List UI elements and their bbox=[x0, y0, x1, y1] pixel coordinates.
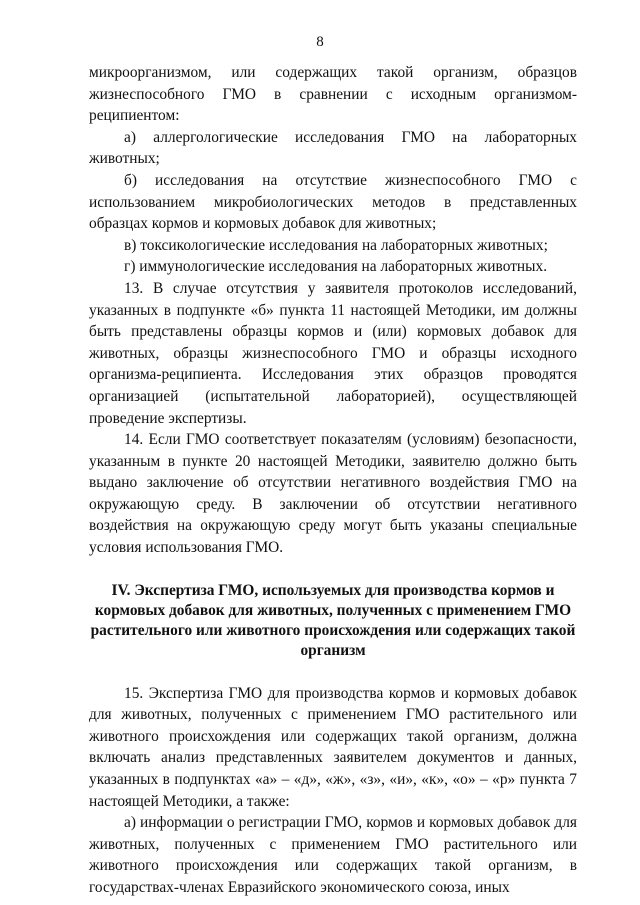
section-heading: IV. Экспертиза ГМО, используемых для производства кормов и кормовых добавок для животных, полученных с применением ГМО растительного или животного происхождения или содержащих такой организм bbox=[90, 581, 576, 659]
paragraph-continuation: микроорганизмом, или содержащих такой организм, образцов жизнеспособного ГМО в сравнении с исходным организмом-реципиентом: bbox=[89, 64, 577, 125]
paragraph-15-item-a: а) информации о регистрации ГМО, кормов и кормовых добавок для животных, полученных с применением ГМО растительного или животного происхождения или содержащих такой организм, в государствах-членах Евразийского экономического союза, иных bbox=[89, 814, 577, 896]
paragraph-14: 14. Если ГМО соответствует показателям (условиям) безопасности, указанным в пункте 20 настоящей Методики, заявителю должно быть выдано заключение об отсутствии негативного воздействия ГМО на окружающую среду. В заключении об отсутствии негативного воздействия на окружающую среду могут быть указаны специальные условия использования ГМО. bbox=[89, 431, 577, 557]
list-item-a: а) аллергологические исследования ГМО на лабораторных животных; bbox=[89, 128, 577, 168]
list-item-v: в) токсикологические исследования на лабораторных животных; bbox=[124, 236, 548, 254]
page-number: 8 bbox=[316, 34, 324, 50]
document-body bbox=[89, 62, 577, 899]
paragraph-13: 13. В случае отсутствия у заявителя протоколов исследований, указанных в подпункте «б» пункта 11 настоящей Методики, им должны быть представлены образцы кормов и (или) кормовых добавок для животных, образцы жизнеспособного ГМО и образцы исходного организма-реципиента. Исследования этих образцов проводятся организацией (испытательной лабораторией), осуществляющей проведение экспертизы. bbox=[89, 279, 577, 427]
list-item-g: г) иммунологические исследования на лабораторных животных. bbox=[124, 258, 548, 276]
list-item-b: б) исследования на отсутствие жизнеспособного ГМО с использованием микробиологических методов в представленных образцах кормов и кормовых добавок для животных; bbox=[89, 171, 577, 233]
paragraph-15: 15. Экспертиза ГМО для производства кормов и кормовых добавок для животных, полученных с применением ГМО растительного или животного происхождения или содержащих такой организм, должна включать анализ представленных заявителем документов и данных, указанных в подпунктах «а» – «д», «ж», «з», «и», «к», «о» – «р» пункта 7 настоящей Методики, а также: bbox=[89, 684, 577, 810]
